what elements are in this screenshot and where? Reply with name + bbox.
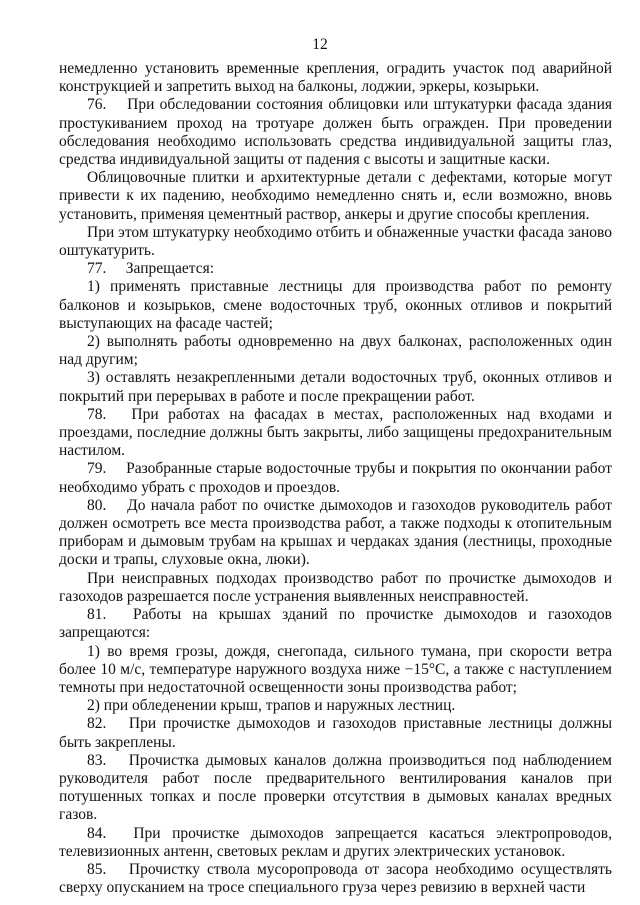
page-number: 12: [312, 36, 328, 53]
paragraph: 79. Разобранные старые водосточные трубы и покрытия по окончании работ необходимо убрать с проходов и проездов.: [59, 460, 612, 496]
paragraph: 77. Запрещается:: [87, 260, 215, 278]
paragraph: 78. При работах на фасадах в местах, расположенных над входами и проездами, последние должны быть закрыты, либо защищены предохранительным настилом.: [59, 405, 612, 460]
document-body: [59, 60, 612, 897]
paragraph: немедленно установить временные крепления, оградить участок под аварийной конструкцией и запретить выход на балконы, лоджии, эркеры, козырьки.: [59, 60, 612, 96]
paragraph: При неисправных подходах производство работ по прочистке дымоходов и газоходов разрешается после устранения выявленных неисправностей.: [59, 569, 612, 605]
paragraph: Облицовочные плитки и архитектурные детали с дефектами, которые могут привести к их падению, необходимо немедленно снять и, если возможно, вновь установить, применяя цементный раствор, анкеры и другие способы крепления.: [59, 169, 612, 223]
paragraph: 2) выполнять работы одновременно на двух балконах, расположенных один над другим;: [59, 333, 612, 369]
paragraph: 3) оставлять незакрепленными детали водосточных труб, оконных отливов и покрытий при перерывах в работе и после прекращении работ.: [59, 369, 612, 405]
paragraph: 82. При прочистке дымоходов и газоходов приставные лестницы должны быть закреплены.: [59, 715, 612, 751]
paragraph: 80. До начала работ по очистке дымоходов и газоходов руководитель работ должен осмотреть все места производства работ, а также подходы к отопительным приборам и дымовым трубам на крышах и чердаках здания (лестницы, проходные доски и трапы, слуховые окна, люки).: [59, 496, 612, 569]
paragraph: При этом штукатурку необходимо отбить и обнаженные участки фасада заново оштукатурить.: [59, 223, 612, 260]
paragraph: 76. При обследовании состояния облицовки или штукатурки фасада здания простукиванием проход на тротуаре должен быть огражден. При проведении обследования необходимо использовать средства индивидуальной защиты глаз, средства индивидуальной защиты от падения с высоты и защитные каски.: [59, 96, 612, 169]
paragraph: 84. При прочистке дымоходов запрещается касаться электропроводов, телевизионных антенн, световых реклам и других электрических установок.: [59, 824, 612, 860]
paragraph: 85. Прочистку ствола мусоропровода от засора необходимо осуществлять сверху опусканием на тросе специального груза через ревизию в верхней части: [59, 860, 612, 897]
paragraph: 1) применять приставные лестницы для производства работ по ремонту балконов и козырьков, смене водосточных труб, оконных отливов и покрытий выступающих на фасаде частей;: [59, 278, 612, 332]
paragraph: 1) во время грозы, дождя, снегопада, сильного тумана, при скорости ветра более 10 м/с, температуре наружного воздуха ниже −15°С, а также с наступлением темноты при недостаточной освещенности зоны производства работ;: [59, 642, 612, 696]
paragraph: 2) при обледенении крыш, трапов и наружных лестниц.: [87, 697, 456, 715]
paragraph: 81. Работы на крышах зданий по прочистке дымоходов и газоходов запрещаются:: [59, 606, 612, 642]
paragraph: 83. Прочистка дымовых каналов должна производиться под наблюдением руководителя работ после предварительного вентилирования каналов при потушенных топках и после проверки отсутствия в дымовых каналах вредных газов.: [59, 751, 612, 824]
